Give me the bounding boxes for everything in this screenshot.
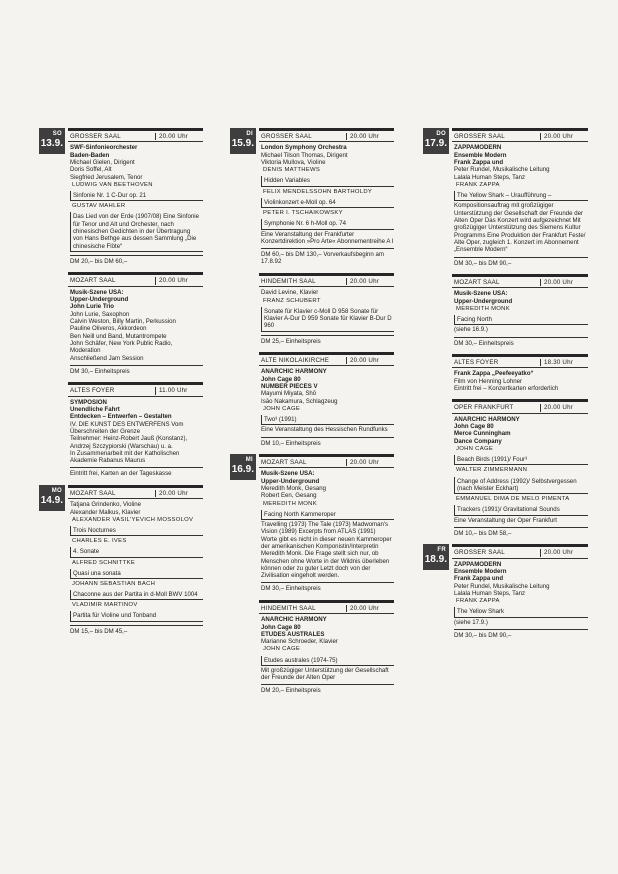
price-line: DM 10,– bis DM 58,– <box>454 527 588 537</box>
event-header <box>68 272 203 286</box>
info-line: Calvin Weston, Billy Martin, Perkussion <box>70 318 176 326</box>
performer-bold-line: Musik-Szene USA: <box>70 288 124 296</box>
performer-bold-line: Upper-Underground <box>454 297 513 305</box>
date-label: 16.9. <box>231 464 254 476</box>
venue-label: MOZART SAAL <box>70 277 116 285</box>
performer-bold-line: SYMPOSION <box>70 398 107 406</box>
venue-label: MOZART SAAL <box>454 278 500 286</box>
info-line: Anschließend Jam Session <box>70 354 144 362</box>
price-line: DM 10,– Einheitspreis <box>261 437 394 447</box>
info-line: IV. DIE KUNST DES ENTWERFENS Vom Überschreiten der Grenze <box>70 420 184 435</box>
info-line: Isāo Nakamura, Schlagzeug <box>261 397 338 405</box>
price-line: DM 20,– Einheitspreis <box>261 684 394 694</box>
day-tab <box>39 485 65 511</box>
composer-name: EMMANUEL DIMA DE MELO PIMENTA <box>456 496 570 503</box>
work-title: Facing North Kammeroper <box>261 510 394 520</box>
performer-bold-line: NUMBER PIECES V <box>261 382 318 390</box>
event-body <box>452 368 588 392</box>
performer-bold-line: Frank Zappa und <box>454 575 504 583</box>
work-title: Two³ (1991) <box>261 415 394 425</box>
performer-bold-line: John Cage 80 <box>261 375 301 383</box>
work-title: Das Lied von der Erde (1907/08) Eine Sinfonie für Tenor und Alt und Orchester, nach chinesischen Gedichten in der Übertragung von Hans Bethge aus dessen Sammlung „Die chinesische Flöte“ <box>70 212 203 252</box>
work-title: Quasi una sonata <box>70 569 203 579</box>
event-body <box>259 142 394 265</box>
time-label: 20.00 Uhr <box>540 404 588 411</box>
info-line: John Lurie, Saxophon <box>70 310 130 318</box>
event-body <box>259 468 394 592</box>
price-line: DM 60,– bis DM 130,– Vorverkaufsbeginn am 17.8.92 <box>261 248 394 266</box>
composer-name: FRANZ SCHUBERT <box>263 297 321 304</box>
event-header <box>68 128 203 142</box>
event-body <box>452 414 588 537</box>
venue-label: HINDEMITH SAAL <box>261 604 316 612</box>
price-line: DM 25,– Einheitspreis <box>261 335 394 345</box>
info-line: Mit großzügiger Unterstützung der Gesellschaft der Freunde der Alten Oper <box>261 666 389 682</box>
event-header <box>259 128 394 142</box>
venue-label: MOZART SAAL <box>70 489 116 497</box>
event-body <box>259 287 394 345</box>
date-label: 13.9. <box>40 138 63 150</box>
price-line: DM 30,– Einheitspreis <box>70 365 203 375</box>
day-block <box>40 485 203 635</box>
time-label: 20.00 Uhr <box>540 549 588 556</box>
day-tab <box>230 454 256 480</box>
weekday-label: SO <box>52 131 62 137</box>
event-header <box>452 274 588 288</box>
info-line: Ben Neill und Band, Mutantrompete <box>70 332 167 340</box>
work-title: Facing North <box>454 315 588 325</box>
weekday-label: MO <box>51 487 62 494</box>
time-label: 20.00 Uhr <box>155 277 203 284</box>
price-line: Eintritt frei, Karten an der Tageskasse <box>70 467 203 477</box>
composer-name: VLADIMIR MARTINOV <box>72 602 138 609</box>
performer-bold-line: Entdecken – Entwerfen – Gestalten <box>70 413 172 421</box>
event-body <box>259 614 394 695</box>
venue-label: HINDEMITH SAAL <box>261 277 316 285</box>
performer-bold-line: Musik-Szene USA: <box>261 470 315 478</box>
event-block <box>259 454 394 593</box>
composer-name: WALTER ZIMMERMANN <box>456 467 528 474</box>
event-header <box>259 454 394 468</box>
event-block <box>259 128 394 266</box>
venue-label: GROSSER SAAL <box>70 133 121 140</box>
work-title: Partita für Violine und Tonband <box>70 611 203 621</box>
event-block <box>452 128 588 267</box>
info-line: (siehe 17.9.) <box>454 618 488 626</box>
info-line: Robert Een, Gesang <box>261 492 317 500</box>
info-line: Michael Gielen, Dirigent <box>70 159 135 167</box>
info-line: Teilnehmer: Heinz-Robert Jauß (Konstanz), Andrzej Szczypiorski (Warschau) u. a. <box>70 435 188 450</box>
day-block <box>231 128 394 447</box>
composer-name: MEREDITH MONK <box>456 305 510 312</box>
composer-name: GUSTAV MAHLER <box>72 203 126 210</box>
event-block <box>68 485 203 635</box>
work-title: Sinfonie Nr. 1 C-Dur op. 21 <box>70 191 203 201</box>
performer-bold-line: ANARCHIC HARMONY <box>261 368 327 376</box>
composer-name: DENIS MATTHEWS <box>263 167 321 174</box>
performer-bold-line: Merce Cunningham <box>454 430 511 438</box>
weekday-label: DO <box>436 131 446 137</box>
date-label: 14.9. <box>40 494 63 506</box>
composer-name: MEREDITH MONK <box>263 500 317 507</box>
performer-bold-line: London Symphony Orchestra <box>261 144 347 152</box>
event-body <box>259 366 394 447</box>
performer-bold-line: Unendliche Fahrt <box>70 405 120 413</box>
venue-label: MOZART SAAL <box>261 458 307 466</box>
performer-bold-line: ZAPPAMODERN <box>454 144 502 152</box>
event-block <box>259 352 394 447</box>
info-line: (siehe 16.9.) <box>454 326 488 334</box>
price-line: DM 15,– bis DM 45,– <box>70 625 203 635</box>
event-body <box>68 142 203 265</box>
work-title: Chaconne aus der Partita in d-Moll BWV 1004 <box>70 590 203 600</box>
info-line: Mayumi Miyata, Shō <box>261 390 317 398</box>
venue-label: OPER FRANKFURT <box>454 404 514 412</box>
event-body <box>452 559 588 640</box>
composer-name: FRANK ZAPPA <box>456 598 500 605</box>
info-line: David Levine, Klavier <box>261 289 319 297</box>
day-tab <box>230 128 256 154</box>
price-line: DM 30,– Einheitspreis <box>261 582 394 592</box>
composer-name: JOHN CAGE <box>263 646 301 653</box>
info-line: Viktoria Mullova, Violine <box>261 159 326 167</box>
price-line: DM 30,– Einheitspreis <box>454 337 588 347</box>
event-header <box>452 544 588 558</box>
price-line: DM 30,– bis DM 90,– <box>454 629 588 639</box>
time-label: 20.00 Uhr <box>346 278 394 285</box>
composer-name: JOHN CAGE <box>456 446 494 453</box>
info-line: Lalala Human Steps, Tanz <box>454 173 526 181</box>
work-title: Trackers (1991)/ Gravitational Sounds <box>454 505 588 515</box>
composer-name: PETER I. TSCHAIKOWSKY <box>263 210 343 217</box>
event-block <box>452 399 588 537</box>
info-line: Peter Rundel, Musikalische Leitung <box>454 166 550 174</box>
day-tab <box>423 128 449 154</box>
date-label: 18.9. <box>424 554 447 566</box>
performer-bold-line: SWF-Sinfonieorchester <box>70 144 138 152</box>
work-title: The Yellow Shark <box>454 607 588 617</box>
performer-bold-line: Upper-Underground <box>70 296 129 304</box>
performer-bold-line: ZAPPAMODERN <box>454 560 502 568</box>
venue-label: GROSSER SAAL <box>454 133 505 140</box>
event-body <box>68 397 203 478</box>
price-line: DM 30,– bis DM 90,– <box>454 257 588 267</box>
event-header <box>452 399 588 413</box>
time-label: 20.00 Uhr <box>346 133 394 140</box>
event-header <box>259 352 394 366</box>
info-line: Alexander Malkus, Klavier <box>70 508 141 516</box>
weekday-label: DI <box>246 131 253 137</box>
day-block <box>424 544 588 639</box>
event-body <box>68 499 203 635</box>
work-title: 4. Sonate <box>70 547 203 557</box>
info-line: Michael Tilson Thomas, Dirigent <box>261 151 348 159</box>
performer-bold-line: Frank Zappa und <box>454 159 504 167</box>
info-line: Siegfried Jerusalem, Tenor <box>70 173 143 181</box>
column-3 <box>424 128 588 646</box>
info-line: Doris Soffel, Alt <box>70 166 112 174</box>
info-line: Meredith Monk, Gesang <box>261 484 327 492</box>
day-tab <box>423 544 449 570</box>
info-line: In Zusammenarbeit mit der Katholischen Akademie Rabanus Maurus <box>70 449 180 465</box>
info-line: Tatjana Grindenko, Violine <box>70 501 142 509</box>
venue-label: ALTES FOYER <box>70 387 115 395</box>
price-line: DM 20,– bis DM 60,– <box>70 255 203 265</box>
performer-bold-line: ETUDES AUSTRALES <box>261 630 325 638</box>
composer-name: LUDWIG VAN BEETHOVEN <box>72 182 153 188</box>
time-label: 20.00 Uhr <box>155 133 203 140</box>
event-block <box>452 544 588 639</box>
event-body <box>452 288 588 347</box>
performer-bold-line: Upper-Underground <box>261 477 320 485</box>
info-line: Eine Veranstaltung der Frankfurter Konzertdirektion »Pro Arte« Abonnementreihe A I <box>261 230 394 245</box>
composer-name: ALFRED SCHNITTKE <box>72 559 136 566</box>
weekday-label: FR <box>437 547 446 554</box>
time-label: 20.00 Uhr <box>540 279 588 286</box>
time-label: 20.00 Uhr <box>346 459 394 466</box>
info-line: Eine Veranstaltung des Hessischen Rundfunks <box>261 426 388 434</box>
time-label: 20.00 Uhr <box>346 357 394 364</box>
work-title: The Yellow Shark – Uraufführung – <box>454 191 588 201</box>
column-1 <box>40 128 203 642</box>
date-label: 17.9. <box>424 138 447 150</box>
day-block <box>424 128 588 537</box>
performer-bold-line: John Lurie Trio <box>70 303 115 311</box>
event-block <box>452 354 588 392</box>
work-title: Sonate für Klavier c-Moll D 958 Sonate für Klavier A-Dur D 959 Sonate für Klavier B-Dur D 960 <box>261 307 394 332</box>
performer-bold-line: Dance Company <box>454 437 502 445</box>
event-block <box>259 600 394 695</box>
weekday-label: MI <box>245 456 253 463</box>
composer-name: ALEXANDER VASIL'YEVICH MOSSOLOV <box>72 516 194 523</box>
composer-name: JOHN CAGE <box>263 405 301 412</box>
time-label: 18.30 Uhr <box>540 359 588 366</box>
time-label: 20.00 Uhr <box>346 605 394 612</box>
info-line: Eintritt frei – Konzertkarten erforderlich <box>454 385 559 393</box>
event-block <box>259 273 394 345</box>
work-title: Trois Nocturnes <box>70 526 203 536</box>
info-line: Film von Henning Lohner <box>454 377 523 385</box>
date-label: 15.9. <box>231 138 254 150</box>
work-title: Hidden Variables <box>261 176 394 186</box>
event-body <box>68 287 203 375</box>
performer-bold-line: ANARCHIC HARMONY <box>261 616 327 624</box>
info-line: John Schäfer, New York Public Radio, Moderation <box>70 339 173 355</box>
event-body <box>452 142 588 266</box>
work-title: Violinkonzert e-Moll op. 64 <box>261 198 394 208</box>
event-block <box>452 274 588 347</box>
day-block <box>231 454 394 695</box>
time-label: 11.00 Uhr <box>155 387 203 394</box>
performer-bold-line: John Cage 80 <box>454 423 494 431</box>
performer-bold-line: Frank Zappa „Peefeeyatko“ <box>454 370 534 378</box>
info-line: Pauline Oliveros, Akkordeon <box>70 325 147 333</box>
time-label: 20.00 Uhr <box>540 133 588 140</box>
composer-name: JOHANN SEBASTIAN BACH <box>72 581 156 588</box>
event-block <box>68 272 203 375</box>
performer-bold-line: Musik-Szene USA: <box>454 290 508 298</box>
column-2 <box>231 128 394 702</box>
performer-bold-line: ANARCHIC HARMONY <box>454 415 520 423</box>
venue-label: ALTES FOYER <box>454 358 499 366</box>
event-header <box>452 354 588 368</box>
info-line: Kompositionsauftrag mit großzügiger Unterstützung der Gesellschaft der Freunde der Alten Oper Das Konzert wird aufgezeichnet Mit großzügiger Unterstützung des Siemens Kultur Programms Eine Produktion der Frankfurt Feste/ Alte Oper, zugleich 1. Konzert im Abonnement „Ensemble Modern“ <box>454 202 586 254</box>
day-block <box>40 128 203 478</box>
performer-bold-line: Ensemble Modern <box>454 151 507 159</box>
venue-label: GROSSER SAAL <box>454 549 505 557</box>
event-header <box>68 485 203 499</box>
info-line: Worte gibt es nicht in dieser neuen Kammeroper der amerikanischen Komponistin/Interpretin Meredith Monk. Die Frage stellt sich nur, ob Menschen ohne Worte in der Wildnis überleben können oder zu guter Letzt doch von der Zivilisation eingeholt werden. <box>261 535 392 580</box>
info-line: Lalala Human Steps, Tanz <box>454 589 526 597</box>
event-block <box>68 128 203 265</box>
work-title: Beach Birds (1991)/ Four³ <box>454 455 588 465</box>
event-header <box>68 382 203 396</box>
venue-label: GROSSER SAAL <box>261 133 312 140</box>
day-tab <box>39 128 65 154</box>
composer-name: FELIX MENDELSSOHN BARTHOLDY <box>263 188 373 195</box>
work-title: Etudes australes (1974-75) <box>261 656 394 666</box>
event-header <box>259 600 394 614</box>
performer-bold-line: John Cage 80 <box>261 623 301 631</box>
performer-bold-line: Baden-Baden <box>70 151 110 159</box>
info-line: Peter Rundel, Musikalische Leitung <box>454 582 550 590</box>
event-header <box>259 273 394 287</box>
composer-name: FRANK ZAPPA <box>456 182 500 188</box>
info-line: Travelling (1973) The Tale (1973) Madwoman's Vision (1989) Excerpts from ATLAS (1991) <box>261 520 389 536</box>
venue-label: ALTE NIKOLAIKIRCHE <box>261 356 330 364</box>
event-header <box>452 128 588 142</box>
performer-bold-line: Ensemble Modern <box>454 567 507 575</box>
work-title: Change of Address (1992)/ Selbstvergessen (nach Meister Eckhart) <box>454 477 588 495</box>
work-title: Symphonie Nr. 6 h-Moll op. 74 <box>261 219 394 229</box>
event-block <box>68 382 203 478</box>
info-line: Marianne Schroeder, Klavier <box>261 638 338 646</box>
composer-name: CHARLES E. IVES <box>72 538 127 545</box>
time-label: 20.00 Uhr <box>155 490 203 497</box>
info-line: Eine Veranstaltung der Oper Frankfurt <box>454 516 557 524</box>
